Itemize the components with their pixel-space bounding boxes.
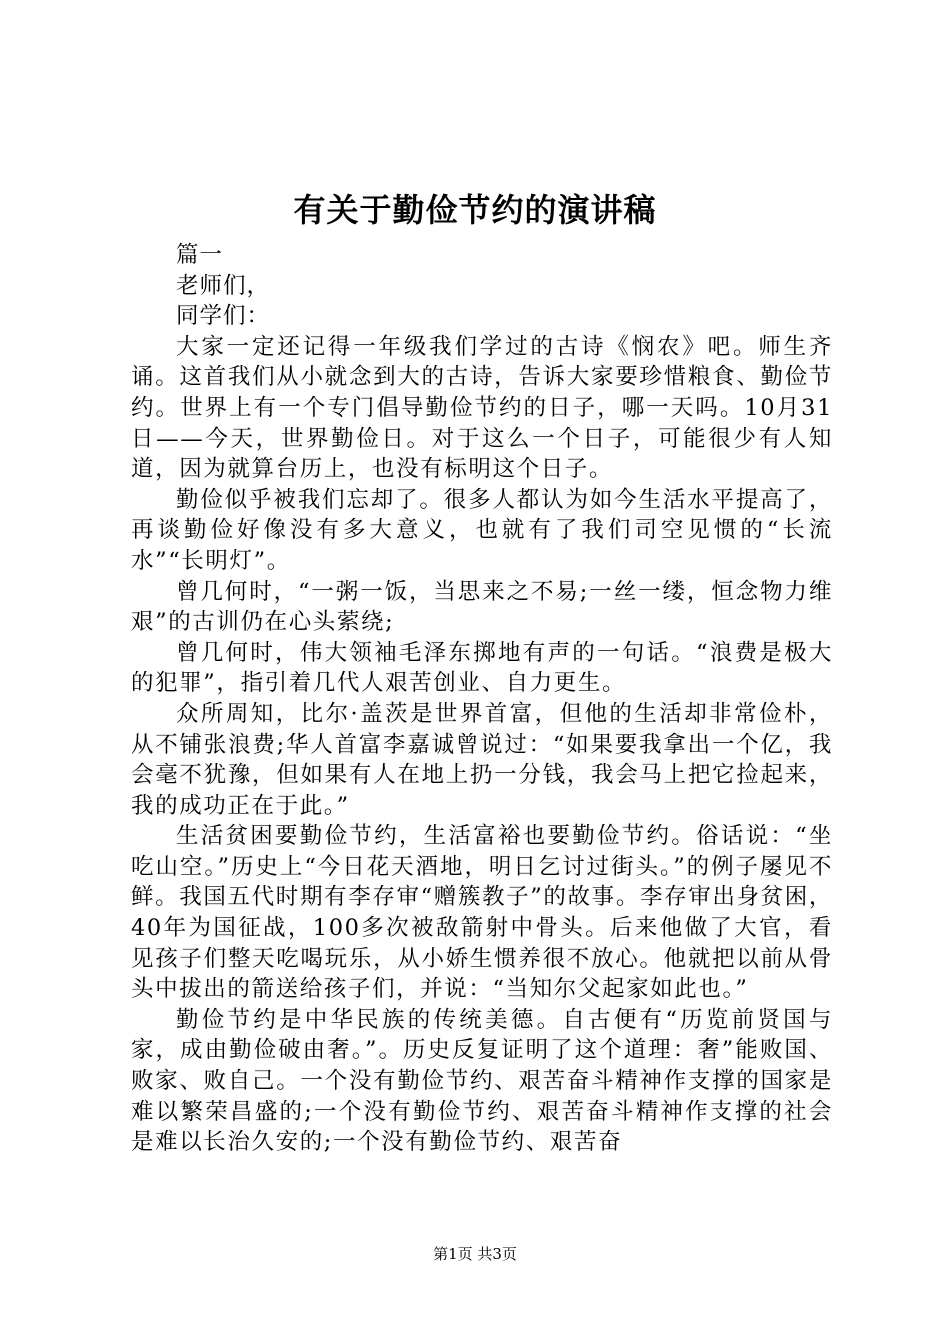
body-paragraph: 曾几何时，伟大领袖毛泽东掷地有声的一句话。“浪费是极大的犯罪”，指引着几代人艰苦创业、自力更生。 — [131, 639, 833, 697]
body-paragraph: 生活贫困要勤俭节约，生活富裕也要勤俭节约。俗话说：“坐吃山空。”历史上“今日花天酒地，明日乞讨过街头。”的例子屡见不鲜。我国五代时期有李存审“赠簇教子”的故事。李存审出身贫困，40年为国征战，100多次被敌箭射中骨头。后来他做了大官，看见孩子们整天吃喝玩乐，从小娇生惯养很不放心。他就把以前从骨头中拔出的箭送给孩子们，并说：“当知尔父起家如此也。” — [131, 823, 833, 1003]
salutation-students: 同学们： — [176, 303, 271, 330]
body-paragraph: 勤俭似乎被我们忘却了。很多人都认为如今生活水平提高了，再谈勤俭好像没有多大意义，也就有了我们司空见惯的“长流水”“长明灯”。 — [131, 486, 833, 574]
body-paragraph: 曾几何时，“一粥一饭，当思来之不易;一丝一缕，恒念物力维艰”的古训仍在心头萦绕; — [131, 578, 833, 636]
section-heading: 篇一 — [176, 242, 224, 268]
document-body — [131, 240, 833, 1158]
body-paragraph: 大家一定还记得一年级我们学过的古诗《悯农》吧。师生齐诵。这首我们从小就念到大的古诗，告诉大家要珍惜粮食、勤俭节约。世界上有一个专门倡导勤俭节约的日子，哪一天吗。10月31日——今天，世界勤俭日。对于这么一个日子，可能很少有人知道，因为就算台历上，也没有标明这个日子。 — [131, 333, 833, 483]
body-paragraph: 勤俭节约是中华民族的传统美德。自古便有“历览前贤国与家，成由勤俭破由奢。”。历史反复证明了这个道理：奢”能败国、败家、败自己。一个没有勤俭节约、艰苦奋斗精神作支撑的国家是难以繁荣昌盛的;一个没有勤俭节约、艰苦奋斗精神作支撑的社会是难以长治久安的;一个没有勤俭节约、艰苦奋 — [131, 1006, 833, 1156]
page-number-footer: 第1页 共3页 — [433, 1245, 517, 1263]
salutation-teachers: 老师们， — [176, 272, 271, 299]
body-paragraph: 众所周知，比尔·盖茨是世界首富，但他的生活却非常俭朴，从不铺张浪费;华人首富李嘉诚曾说过：“如果要我拿出一个亿，我会毫不犹豫，但如果有人在地上扔一分钱，我会马上把它捡起来，我的成功正在于此。” — [131, 700, 833, 819]
document-title: 有关于勤俭节约的演讲稿 — [293, 191, 657, 229]
